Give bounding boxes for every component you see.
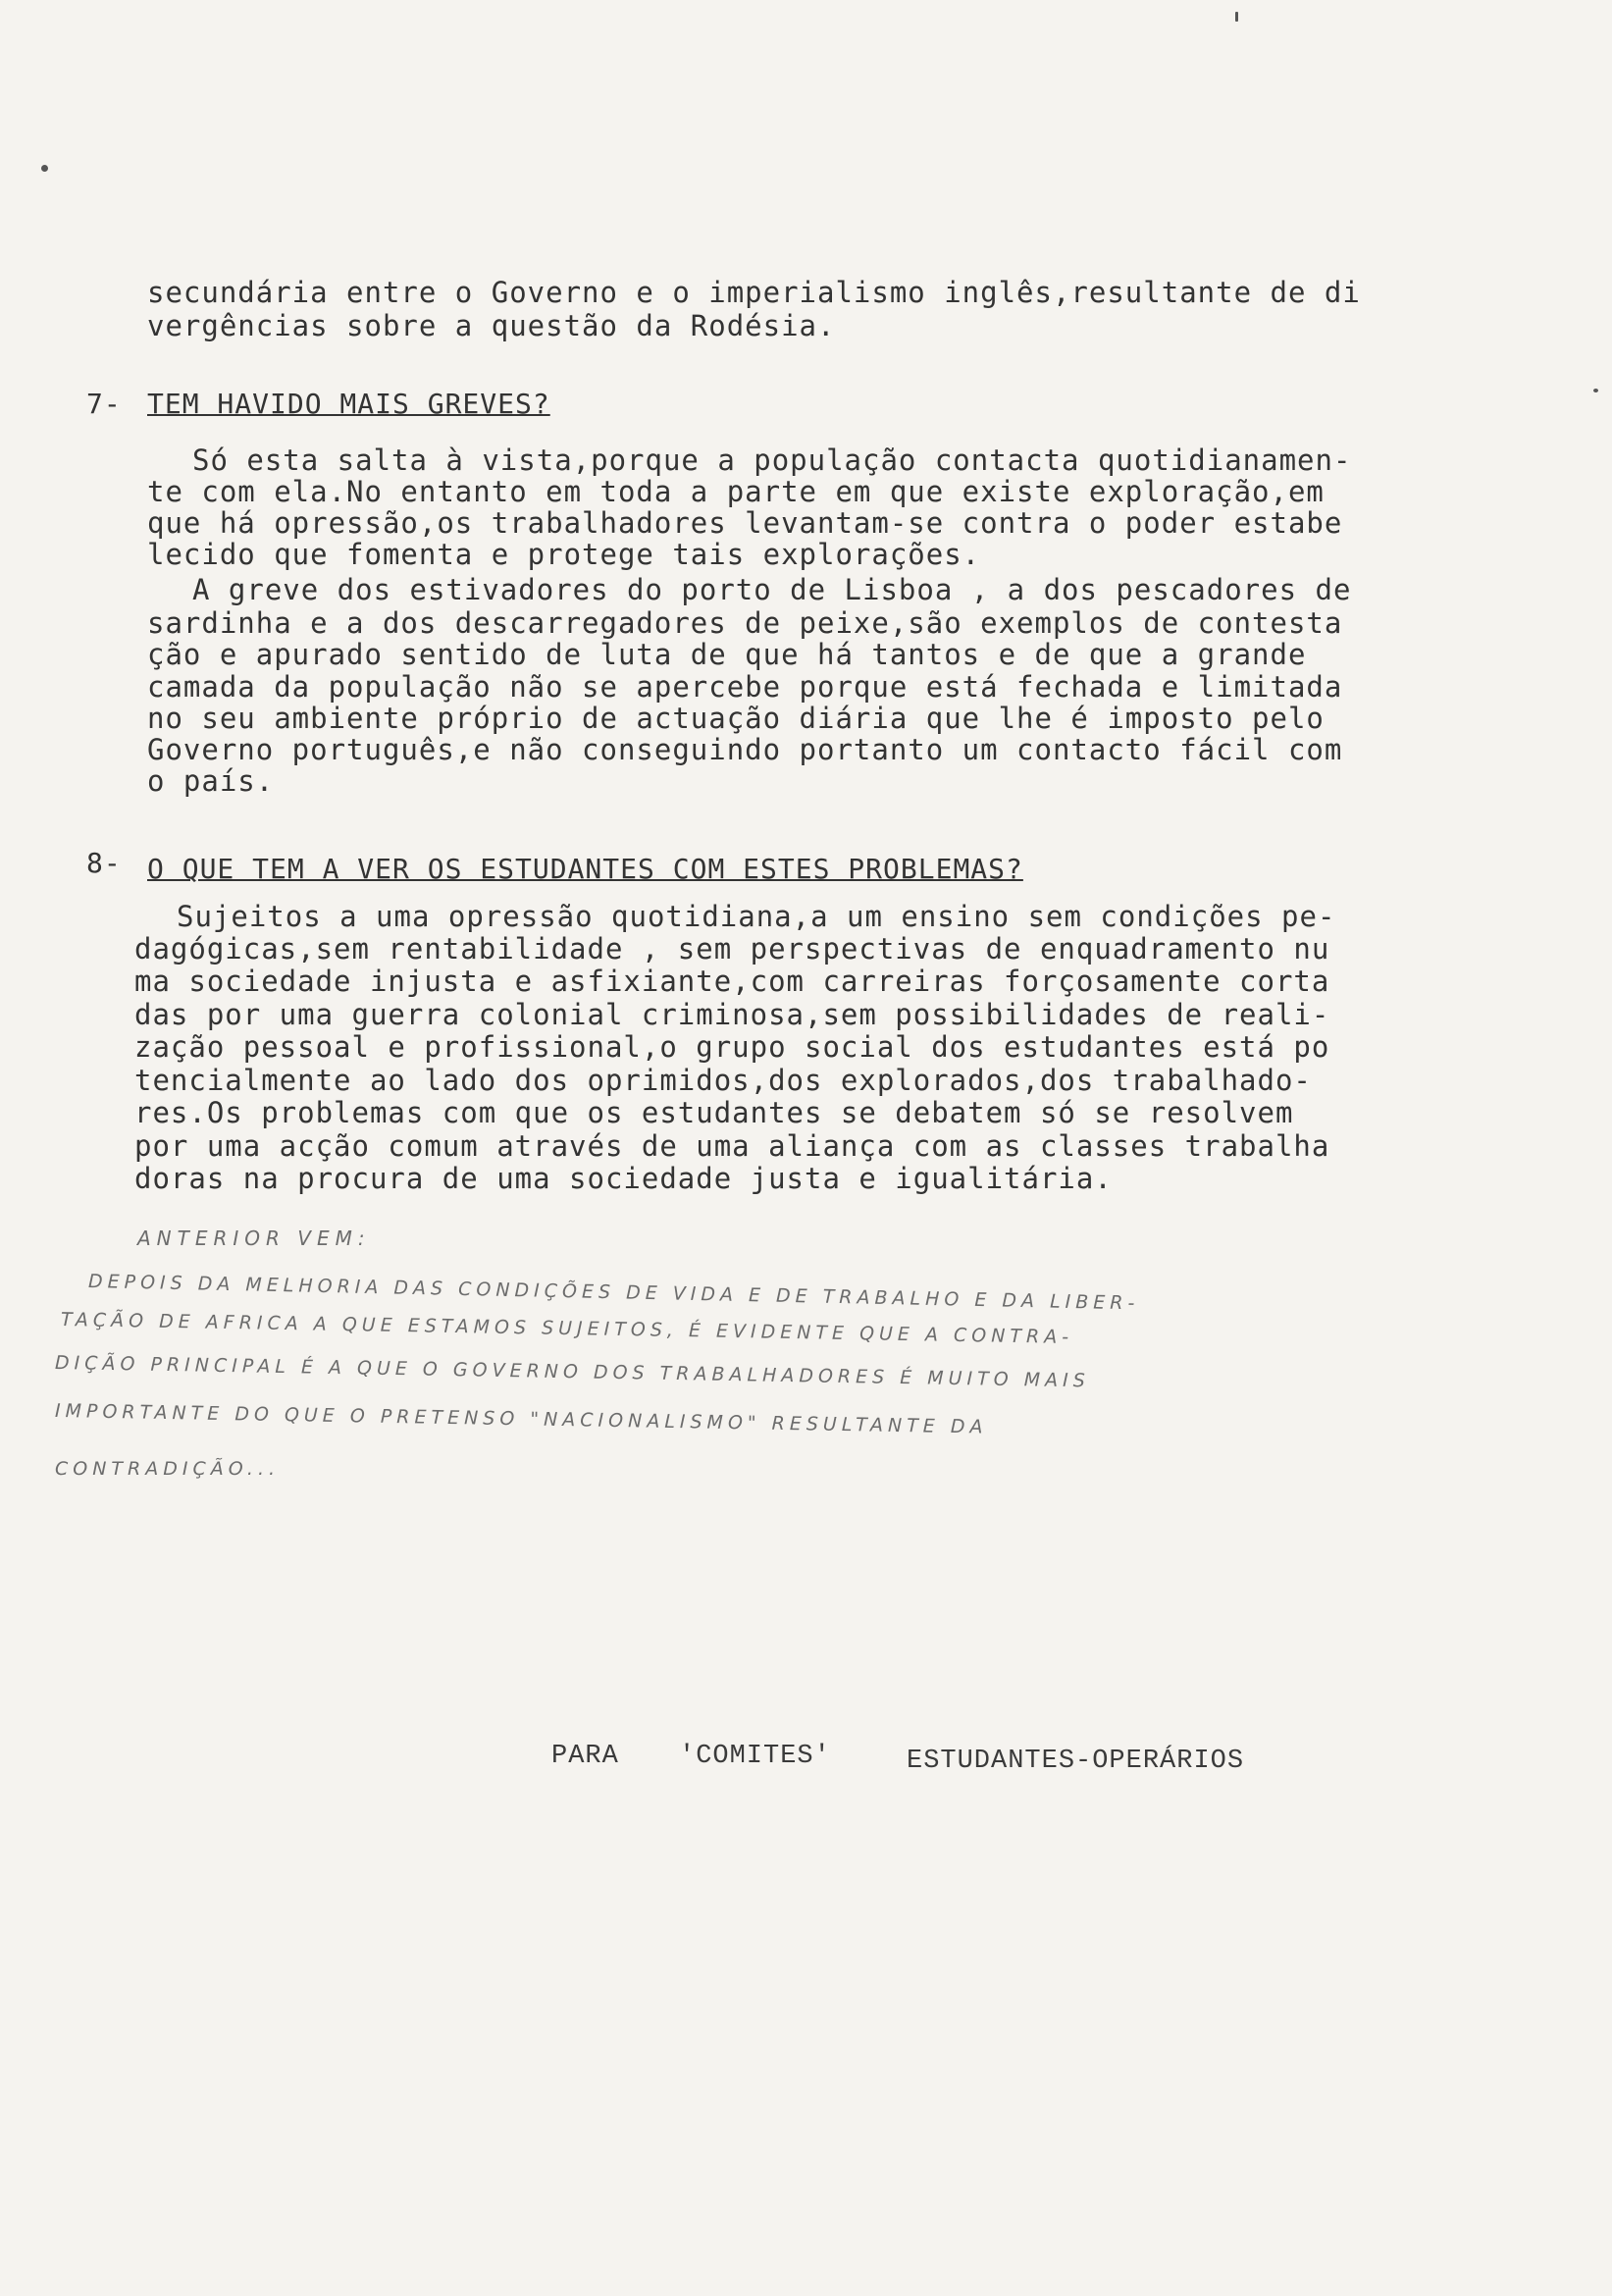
- section7-line: lecido que fomenta e protege tais explorações.: [147, 538, 981, 571]
- section8-line: dagógicas,sem rentabilidade , sem perspectivas de enquadramento nu: [134, 932, 1330, 965]
- section7-number: 7-: [86, 388, 122, 420]
- section7-line: no seu ambiente próprio de actuação diária que lhe é imposto pelo: [147, 702, 1325, 735]
- section7-line: A greve dos estivadores do porto de Lisboa , a dos pescadores de: [192, 573, 1352, 606]
- section7-line: Só esta salta à vista,porque a população contacta quotidianamen-: [192, 444, 1352, 477]
- section8-line: res.Os problemas com que os estudantes se debatem só se resolvem: [134, 1096, 1294, 1129]
- paper-speck: [1593, 389, 1598, 392]
- section8-heading: O QUE TEM A VER OS ESTUDANTES COM ESTES PROBLEMAS?: [147, 853, 1023, 885]
- section7-line: camada da população não se apercebe porque está fechada e limitada: [147, 670, 1343, 704]
- section7-heading: TEM HAVIDO MAIS GREVES?: [147, 388, 550, 420]
- handwritten-line: DEPOIS DA MELHORIA DAS CONDIÇÕES DE VIDA E DE TRABALHO E DA LIBER-: [87, 1271, 1140, 1315]
- section8-line: doras na procura de uma sociedade justa e igualitária.: [134, 1162, 1113, 1195]
- section8-line: zação pessoal e profissional,o grupo social dos estudantes está po: [134, 1030, 1330, 1064]
- section8-line: das por uma guerra colonial criminosa,sem possibilidades de reali-: [134, 998, 1330, 1031]
- handwritten-line: TAÇÃO DE AFRICA A QUE ESTAMOS SUJEITOS, É EVIDENTE QUE A CONTRA-: [60, 1309, 1074, 1349]
- paper-speck: [41, 165, 48, 172]
- section8-number: 8-: [86, 847, 122, 879]
- footer-comites: 'COMITES': [679, 1742, 831, 1771]
- section6-line: vergências sobre a questão da Rodésia.: [147, 309, 836, 342]
- section8-line: por uma acção comum através de uma aliança com as classes trabalha: [134, 1129, 1330, 1163]
- handwritten-line: CONTRADIÇÃO...: [55, 1458, 281, 1480]
- section7-line: ção e apurado sentido de luta de que há tantos e de que a grande: [147, 638, 1307, 671]
- section7-line: que há opressão,os trabalhadores levantam-se contra o poder estabe: [147, 506, 1343, 540]
- section8-line: ma sociedade injusta e asfixiante,com carreiras forçosamente corta: [134, 965, 1330, 998]
- handwritten-heading: ANTERIOR VEM:: [137, 1226, 371, 1250]
- section7-line: Governo português,e não conseguindo portanto um contacto fácil com: [147, 733, 1343, 766]
- section8-line: Sujeitos a uma opressão quotidiana,a um ensino sem condições pe-: [177, 900, 1336, 933]
- section8-line: tencialmente ao lado dos oprimidos,dos explorados,dos trabalhado-: [134, 1064, 1312, 1097]
- handwritten-line: DIÇÃO PRINCIPAL É A QUE O GOVERNO DOS TRABALHADORES É MUITO MAIS: [54, 1352, 1090, 1392]
- section7-line: sardinha e a dos descarregadores de peixe,são exemplos de contesta: [147, 606, 1343, 640]
- section7-line: o país.: [147, 764, 275, 798]
- section7-line: te com ela.No entanto em toda a parte em que existe exploração,em: [147, 475, 1325, 508]
- paper-speck: [1235, 12, 1238, 22]
- footer-para: PARA: [551, 1742, 619, 1771]
- section6-line: secundária entre o Governo e o imperialismo inglês,resultante de di: [147, 276, 1361, 309]
- footer-estudantes-operarios: ESTUDANTES-OPERÁRIOS: [907, 1747, 1245, 1776]
- handwritten-line: IMPORTANTE DO QUE O PRETENSO "NACIONALISMO" RESULTANTE DA: [54, 1400, 988, 1438]
